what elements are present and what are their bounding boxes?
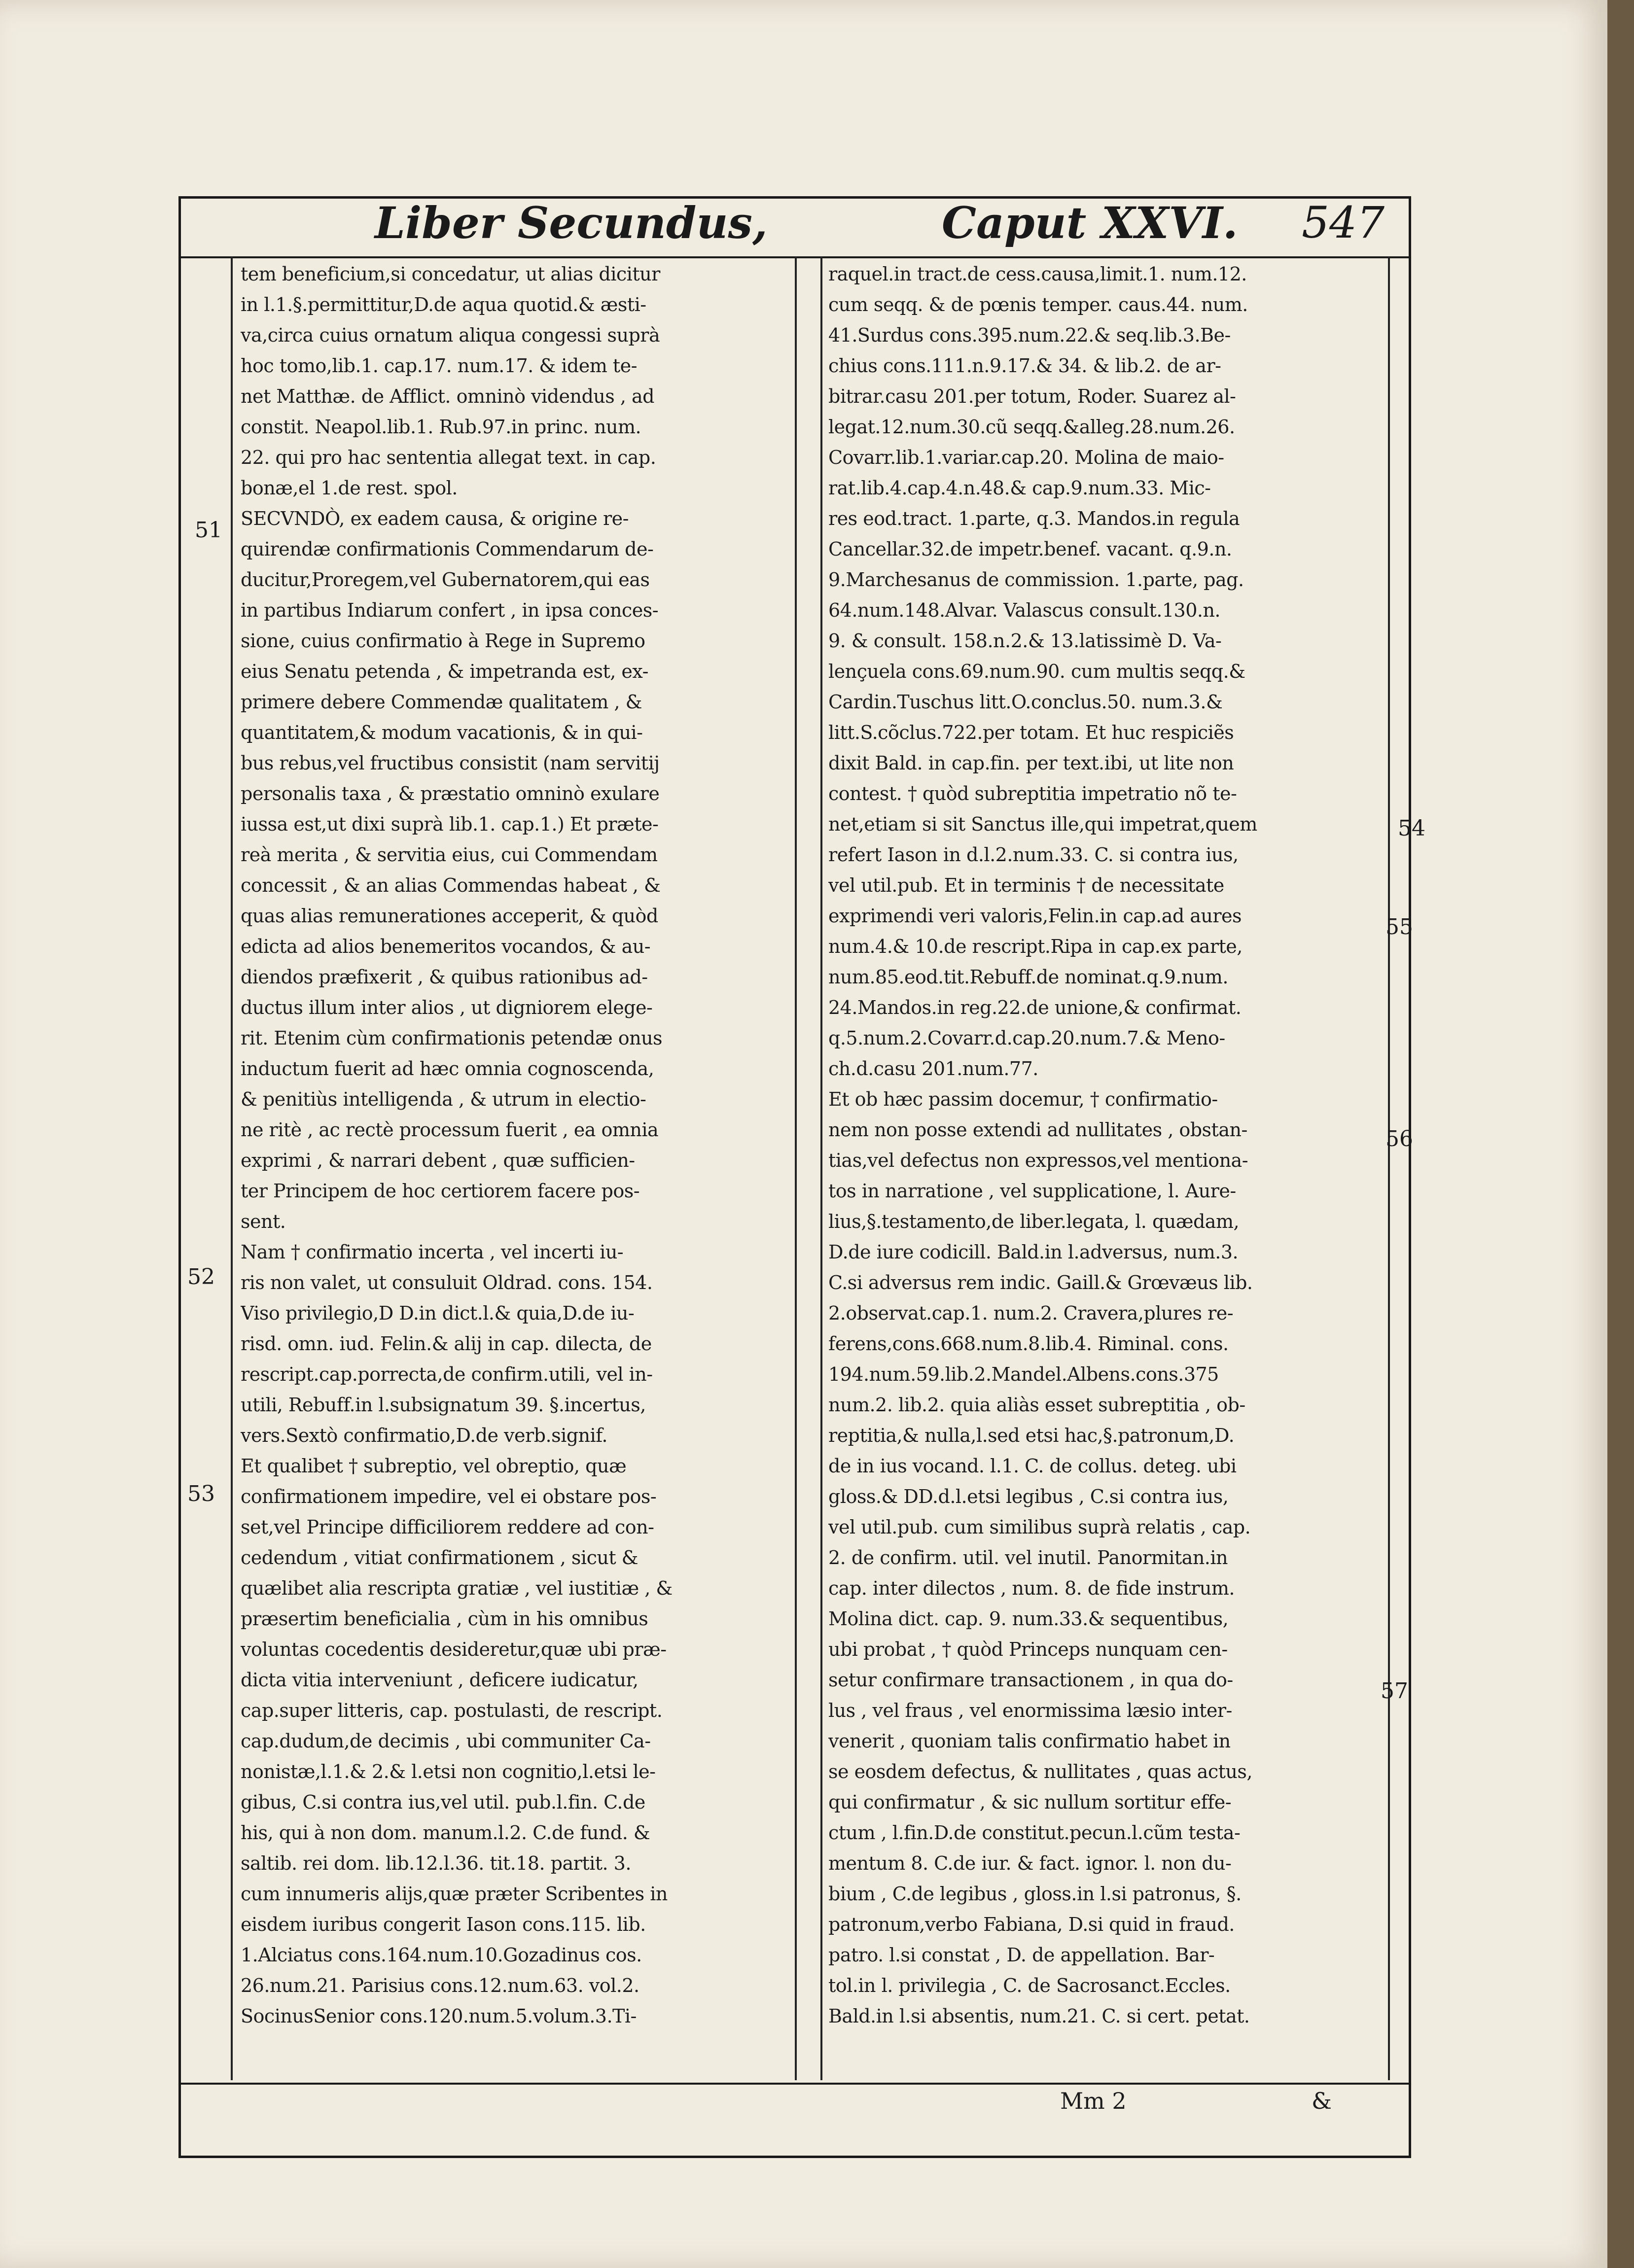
text-line: de in ius vocand. l.1. C. de collus. deteg. ubi [828, 1455, 1237, 1477]
text-line: lius,§.testamento,de liber.legata, l. quædam, [828, 1211, 1240, 1232]
text-line: ducitur,Proregem,vel Gubernatorem,qui eas [241, 569, 650, 591]
text-line: chius cons.111.n.9.17.& 34. & lib.2. de ar- [828, 355, 1221, 377]
page-number: 547 [1302, 197, 1385, 248]
running-head-chapter: Caput XXVI. [942, 197, 1238, 248]
text-line: bium , C.de legibus , gloss.in l.si patronus, §. [828, 1883, 1242, 1905]
text-line: venerit , quoniam talis confirmatio habet in [828, 1730, 1231, 1752]
page-edge [1607, 0, 1634, 2268]
text-line: Nam † confirmatio incerta , vel incerti iu- [241, 1241, 624, 1263]
text-line: cap.dudum,de decimis , ubi communiter Ca- [241, 1730, 651, 1752]
text-line: cum seqq. & de pœnis temper. caus.44. num. [828, 294, 1248, 315]
text-line: inductum fuerit ad hæc omnia cognoscenda, [241, 1058, 654, 1080]
text-line: res eod.tract. 1.parte, q.3. Mandos.in regula [828, 508, 1240, 529]
text-line: nonistæ,l.1.& 2.& l.etsi non cognitio,l.etsi le- [241, 1761, 656, 1782]
text-line: Viso privilegio,D D.in dict.l.& quia,D.de iu- [241, 1302, 635, 1324]
text-line: C.si adversus rem indic. Gaill.& Grœvæus lib. [828, 1272, 1253, 1293]
text-line: concessit , & an alias Commendas habeat , & [241, 874, 661, 896]
text-line: constit. Neapol.lib.1. Rub.97.in princ. num. [241, 416, 641, 438]
left-column-rule [231, 256, 233, 2080]
text-line: 194.num.59.lib.2.Mandel.Albens.cons.375 [828, 1363, 1219, 1385]
text-line: & penitiùs intelligenda , & utrum in electio- [241, 1088, 646, 1110]
left-text-column [241, 259, 798, 2078]
text-line: risd. omn. iud. Felin.& alij in cap. dilecta, de [241, 1333, 652, 1355]
text-line: ctum , l.fin.D.de constitut.pecun.l.cũm testa- [828, 1822, 1241, 1844]
text-line: Et qualibet † subreptio, vel obreptio, quæ [241, 1455, 627, 1477]
text-line: dixit Bald. in cap.fin. per text.ibi, ut lite non [828, 752, 1234, 774]
middle-rule-right [820, 256, 822, 2080]
margin-number-53: 53 [187, 1481, 215, 1506]
running-head-book: Liber Secundus, [375, 197, 768, 248]
text-line: nem non posse extendi ad nullitates , obstan- [828, 1119, 1247, 1141]
text-line: dicta vitia interveniunt , deficere iudicatur, [241, 1669, 639, 1691]
margin-number-55: 55 [1385, 914, 1413, 940]
text-line: saltib. rei dom. lib.12.l.36. tit.18. partit. 3. [241, 1852, 631, 1874]
text-line: num.4.& 10.de rescript.Ripa in cap.ex parte, [828, 936, 1243, 957]
text-line: cap. inter dilectos , num. 8. de fide instrum. [828, 1577, 1235, 1599]
text-line: refert Iason in d.l.2.num.33. C. si contra ius, [828, 844, 1239, 866]
text-line: 1.Alciatus cons.164.num.10.Gozadinus cos. [241, 1944, 642, 1966]
text-line: vel util.pub. Et in terminis † de necessitate [828, 874, 1224, 896]
text-line: net,etiam si sit Sanctus ille,qui impetrat,quem [828, 813, 1257, 835]
text-line: diendos præfixerit , & quibus rationibus ad- [241, 966, 648, 988]
text-line: cap.super litteris, cap. postulasti, de rescript. [241, 1700, 663, 1721]
text-line: 2. de confirm. util. vel inutil. Panormitan.in [828, 1547, 1228, 1569]
text-line: sent. [241, 1211, 286, 1232]
text-line: litt.S.cõclus.722.per totam. Et huc respiciẽs [828, 722, 1234, 743]
text-line: gibus, C.si contra ius,vel util. pub.l.fin. C.de [241, 1791, 645, 1813]
text-line: num.85.eod.tit.Rebuff.de nominat.q.9.num. [828, 966, 1228, 988]
text-line: 26.num.21. Parisius cons.12.num.63. vol.2. [241, 1975, 639, 1996]
text-line: cedendum , vitiat confirmationem , sicut & [241, 1547, 639, 1569]
text-line: patronum,verbo Fabiana, D.si quid in fraud. [828, 1914, 1235, 1935]
text-line: quælibet alia rescripta gratiæ , vel iustitiæ , & [241, 1577, 673, 1599]
text-line: edicta ad alios benemeritos vocandos, & au- [241, 936, 651, 957]
text-line: bus rebus,vel fructibus consistit (nam servitij [241, 752, 660, 774]
text-line: Covarr.lib.1.variar.cap.20. Molina de maio- [828, 447, 1224, 468]
text-line: quirendæ confirmationis Commendarum de- [241, 538, 654, 560]
margin-number-51: 51 [195, 518, 222, 543]
margin-number-57: 57 [1381, 1678, 1408, 1704]
text-line: rescript.cap.porrecta,de confirm.utili, vel in- [241, 1363, 653, 1385]
text-line: exprimi , & narrari debent , quæ sufficien- [241, 1150, 635, 1171]
text-line: ductus illum inter alios , ut digniorem elege- [241, 997, 653, 1018]
text-line: ubi probat , † quòd Princeps nunquam cen- [828, 1639, 1228, 1660]
text-line: 9.Marchesanus de commission. 1.parte, pag. [828, 569, 1244, 591]
text-line: Bald.in l.si absentis, num.21. C. si cert. petat. [828, 2005, 1250, 2027]
text-line: bonæ,el 1.de rest. spol. [241, 477, 458, 499]
text-line: voluntas cocedentis desideretur,quæ ubi præ- [241, 1639, 667, 1660]
text-line: lençuela cons.69.num.90. cum multis seqq.& [828, 661, 1245, 682]
text-line: 2.observat.cap.1. num.2. Cravera,plures re- [828, 1302, 1234, 1324]
text-line: primere debere Commendæ qualitatem , & [241, 691, 642, 713]
text-line: in partibus Indiarum confert , in ipsa conces- [241, 599, 659, 621]
text-line: tem beneficium,si concedatur, ut alias dicitur [241, 263, 660, 285]
text-line: SECVNDÒ, ex eadem causa, & origine re- [241, 508, 629, 529]
signature-mark: Mm 2 [1060, 2088, 1127, 2114]
margin-number-52: 52 [187, 1264, 215, 1290]
text-line: hoc tomo,lib.1. cap.17. num.17. & idem te- [241, 355, 637, 377]
text-line: 41.Surdus cons.395.num.22.& seq.lib.3.Be- [828, 324, 1231, 346]
text-line: tol.in l. privilegia , C. de Sacrosanct.Eccles. [828, 1975, 1231, 1996]
text-line: contest. † quòd subreptitia impetratio nõ te- [828, 783, 1237, 804]
margin-number-54: 54 [1398, 816, 1425, 841]
text-line: q.5.num.2.Covarr.d.cap.20.num.7.& Meno- [828, 1027, 1225, 1049]
text-line: quantitatem,& modum vacationis, & in qui- [241, 722, 643, 743]
text-line: D.de iure codicill. Bald.in l.adversus, num.3. [828, 1241, 1239, 1263]
text-line: Et ob hæc passim docemur, † confirmatio- [828, 1088, 1218, 1110]
text-line: cum innumeris alijs,quæ præter Scribentes in [241, 1883, 668, 1905]
text-line: vel util.pub. cum similibus suprà relatis , cap. [828, 1516, 1251, 1538]
text-line: mentum 8. C.de iur. & fact. ignor. l. non du- [828, 1852, 1232, 1874]
text-line: ch.d.casu 201.num.77. [828, 1058, 1038, 1080]
text-line: num.2. lib.2. quia aliàs esset subreptitia , ob- [828, 1394, 1245, 1416]
text-line: bitrar.casu 201.per totum, Roder. Suarez al- [828, 385, 1236, 407]
text-line: vers.Sextò confirmatio,D.de verb.signif. [241, 1425, 607, 1446]
text-line: sione, cuius confirmatio à Rege in Supremo [241, 630, 645, 652]
text-line: 64.num.148.Alvar. Valascus consult.130.n. [828, 599, 1220, 621]
text-line: Cancellar.32.de impetr.benef. vacant. q.9.n. [828, 538, 1232, 560]
text-line: iussa est,ut dixi suprà lib.1. cap.1.) Et præte- [241, 813, 659, 835]
catchword: & [1312, 2088, 1332, 2114]
text-line: reptitia,& nulla,l.sed etsi hac,§.patronum,D. [828, 1425, 1235, 1446]
text-line: raquel.in tract.de cess.causa,limit.1. num.12. [828, 263, 1247, 285]
text-line: quas alias remunerationes acceperit, & quòd [241, 905, 658, 927]
text-line: eisdem iuribus congerit Iason cons.115. lib. [241, 1914, 646, 1935]
text-line: eius Senatu petenda , & impetranda est, ex- [241, 661, 648, 682]
text-line: reà merita , & servitia eius, cui Commendam [241, 844, 658, 866]
text-line: personalis taxa , & præstatio omninò exulare [241, 783, 660, 804]
text-line: utili, Rebuff.in l.subsignatum 39. §.incertus, [241, 1394, 646, 1416]
text-line: confirmationem impedire, vel ei obstare pos- [241, 1486, 657, 1507]
text-line: Molina dict. cap. 9. num.33.& sequentibus, [828, 1608, 1229, 1630]
text-line: patro. l.si constat , D. de appellation. Bar- [828, 1944, 1215, 1966]
right-text-column [828, 259, 1385, 2078]
text-line: set,vel Principe difficiliorem reddere ad con- [241, 1516, 654, 1538]
text-line: rit. Etenim cùm confirmationis petendæ onus [241, 1027, 663, 1049]
right-column-rule [1388, 256, 1390, 2080]
text-line: rat.lib.4.cap.4.n.48.& cap.9.num.33. Mic- [828, 477, 1211, 499]
footer-rule [178, 2083, 1411, 2085]
text-line: præsertim beneficialia , cùm in his omnibus [241, 1608, 648, 1630]
text-line: gloss.& DD.d.l.etsi legibus , C.si contra ius, [828, 1486, 1229, 1507]
text-line: ter Principem de hoc certiorem facere pos- [241, 1180, 640, 1202]
text-line: qui confirmatur , & sic nullum sortitur effe- [828, 1791, 1232, 1813]
text-line: 9. & consult. 158.n.2.& 13.latissimè D. Va- [828, 630, 1222, 652]
text-line: legat.12.num.30.cũ seqq.&alleg.28.num.26. [828, 416, 1235, 438]
text-line: SocinusSenior cons.120.num.5.volum.3.Ti- [241, 2005, 637, 2027]
margin-number-56: 56 [1385, 1126, 1413, 1151]
text-line: ris non valet, ut consuluit Oldrad. cons. 154. [241, 1272, 653, 1293]
text-line: exprimendi veri valoris,Felin.in cap.ad aures [828, 905, 1242, 927]
text-line: tos in narratione , vel supplicatione, l. Aure- [828, 1180, 1236, 1202]
text-line: Cardin.Tuschus litt.O.conclus.50. num.3.& [828, 691, 1223, 713]
text-line: net Matthæ. de Afflict. omninò videndus , ad [241, 385, 654, 407]
text-line: va,circa cuius ornatum aliqua congessi suprà [241, 324, 660, 346]
text-line: 24.Mandos.in reg.22.de unione,& confirmat. [828, 997, 1242, 1018]
text-line: 22. qui pro hac sententia allegat text. in cap. [241, 447, 656, 468]
text-line: in l.1.§.permittitur,D.de aqua quotid.& æsti- [241, 294, 646, 315]
text-line: tias,vel defectus non expressos,vel mentiona- [828, 1150, 1248, 1171]
text-line: lus , vel fraus , vel enormissima læsio inter- [828, 1700, 1232, 1721]
text-line: setur confirmare transactionem , in qua do- [828, 1669, 1233, 1691]
text-line: ferens,cons.668.num.8.lib.4. Riminal. cons. [828, 1333, 1229, 1355]
text-line: se eosdem defectus, & nullitates , quas actus, [828, 1761, 1252, 1782]
text-line: his, qui à non dom. manum.l.2. C.de fund. & [241, 1822, 650, 1844]
text-line: ne ritè , ac rectè processum fuerit , ea omnia [241, 1119, 659, 1141]
